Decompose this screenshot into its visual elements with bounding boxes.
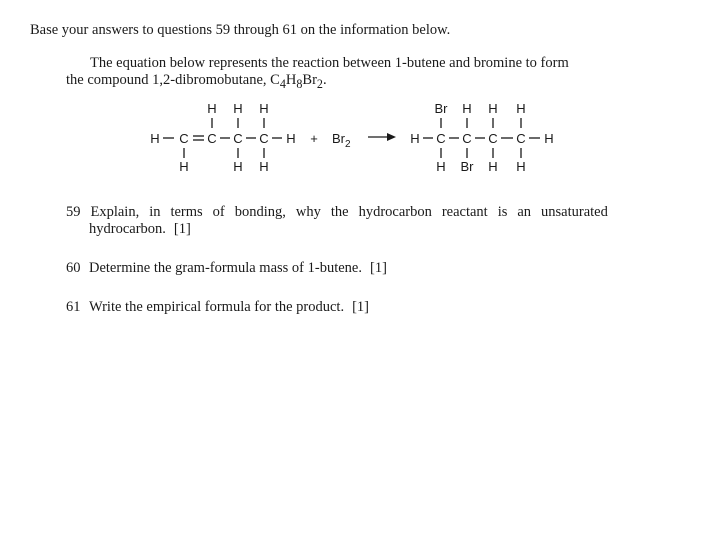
question-60-text: Determine the gram-formula mass of 1-butene. [89,260,362,276]
question-60 [66,260,387,277]
question-61-mark: [1] [352,299,370,315]
description-line-2-end: . [322,72,327,88]
atom-h: H [488,101,498,116]
atom-c: C [436,131,446,146]
question-word: hydrocarbon [358,204,432,220]
formula-carbon-sub: 4 [279,76,286,91]
formula-hydrogen: H [285,72,297,88]
atom-c: C [207,131,217,146]
question-60-mark: [1] [370,260,387,276]
atom-c: C [233,131,243,146]
formula-carbon: C [270,72,280,88]
question-59-text-end: hydrocarbon. [89,221,166,237]
formula-hydrogen-sub: 8 [296,76,303,91]
atom-h: H [516,101,526,116]
question-60-number: 60 [66,260,81,276]
question-word: bonding, [234,204,286,220]
atom-c: C [462,131,472,146]
atom-h: H [150,131,160,146]
description-line-1 [66,55,608,72]
atom-c: C [259,131,269,146]
question-59-number: 59 [66,204,81,220]
atom-h: H [233,159,243,174]
question-59-mark: [1] [173,221,191,237]
question-61 [66,299,369,316]
question-59-line-2 [66,221,608,238]
atom-h: H [462,101,472,116]
product-formula [270,72,323,91]
question-59 [66,204,608,238]
atom-h: H [259,101,269,116]
atom-h: H [179,159,189,174]
atom-br: Br [460,159,474,174]
atom-br: Br [434,101,448,116]
atom-c: C [516,131,526,146]
question-word: is [497,204,508,220]
description-line-1-text: The equation below represents the reaction between 1-butene and bromine to form [90,55,569,71]
bromine-symbol: Br [332,131,345,146]
butene-structure [150,101,295,174]
formula-bromine: Br [302,72,317,88]
formula-bromine-sub: 2 [316,76,323,91]
plus-sign: + [310,131,318,146]
question-word: Explain, [90,204,140,220]
question-word: unsaturated [541,204,608,220]
atom-c: C [488,131,498,146]
atom-c: C [179,131,189,146]
atom-h: H [286,131,296,146]
atom-h: H [233,101,243,116]
atom-h: H [410,131,420,146]
question-61-text: Write the empirical formula for the product. [89,299,345,315]
question-word: an [517,204,532,220]
atom-h: H [516,159,526,174]
atom-h: H [207,101,217,116]
bromine-subscript: 2 [345,139,351,150]
question-word: why [295,204,321,220]
reaction-description [66,55,608,93]
description-line-2 [66,72,608,93]
intro-text: Base your answers to questions 59 through 61 on the information below. [30,22,451,38]
question-word: in [149,204,161,220]
bromine-reagent [332,131,351,150]
description-line-2-text: the compound 1,2-dibromobutane, [66,72,271,88]
question-word: terms [170,204,203,220]
reaction-arrow [368,133,396,141]
atom-h: H [259,159,269,174]
atom-h: H [488,159,498,174]
question-word: reactant [441,204,488,220]
question-word: the [330,204,349,220]
question-word: of [212,204,225,220]
atom-h: H [436,159,446,174]
atom-h: H [544,131,554,146]
dibromobutane-structure [410,101,553,174]
question-61-number: 61 [66,299,81,315]
question-59-line-1 [66,204,608,221]
reaction-equation [0,96,720,176]
